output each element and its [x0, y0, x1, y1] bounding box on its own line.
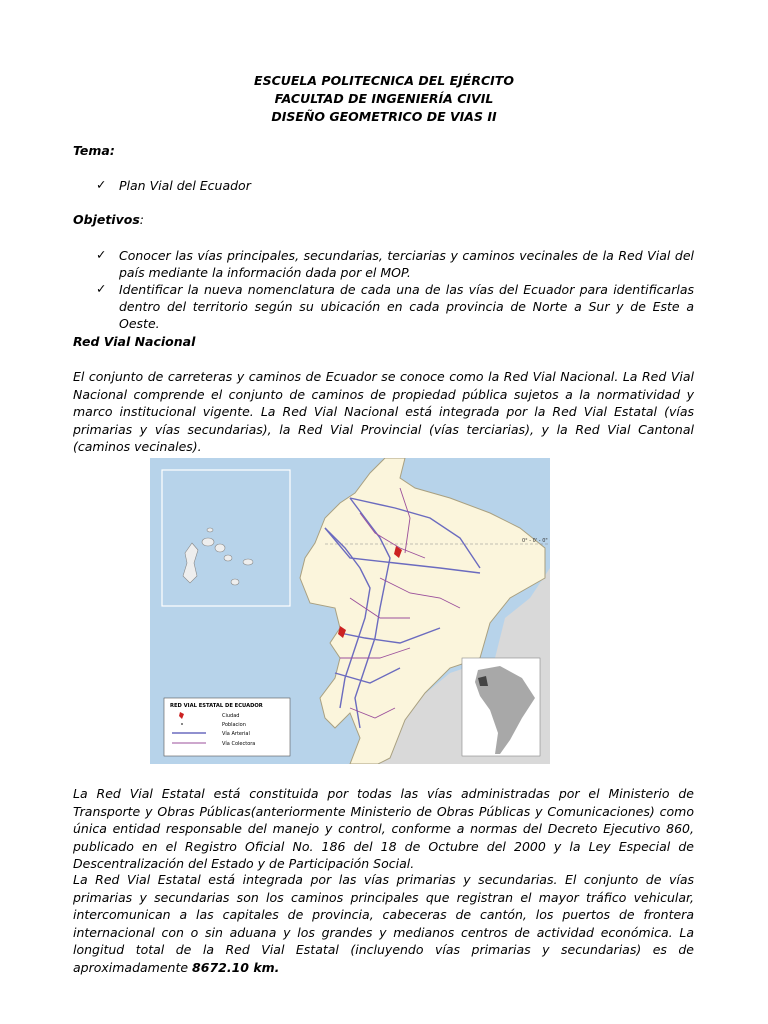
paragraph-red-vial-estatal: La Red Vial Estatal está constituida por todas las vías administradas por el Ministerio de Transporte y Obras Públicas(anteriormente Ministerio de Obras Públicas y Comunicaciones) como única entidad responsable del manejo y control, conforme a normas del Decreto Ejecutivo 860, publicado en el Registro Oficial No. 186 del 18 de Octubre del 2000 y la Ley Especial de Descentralización del Estado y de Participación Social.: [73, 786, 694, 871]
legend-item-colectora: Vía Colectora: [222, 741, 256, 747]
paragraph-longitud-text: La Red Vial Estatal está integrada por las vías primarias y secundarias. El conjunto de vías primarias y secundarias son los caminos principales que registran el mayor tráfico vehicular, intercomunican a las capitales de provincia, cabeceras de cantón, los puertos de frontera internacional con o sin aduana y los grandes y medianos centros de actividad económica. La longitud total de la Red Vial Estatal (incluyendo vías primarias y secundarias) es de aproximadamente: [73, 872, 694, 975]
check-icon: ✓: [96, 247, 107, 262]
legend-item-ciudad: Ciudad: [222, 713, 240, 719]
legend-item-arterial: Vía Arterial: [222, 731, 250, 737]
check-icon: ✓: [96, 281, 107, 296]
objetivos-heading: [73, 212, 144, 227]
header-institution: ESCUELA POLITECNICA DEL EJÉRCITO: [254, 73, 514, 88]
population-legend-icon: [181, 723, 183, 725]
header-faculty: FACULTAD DE INGENIERÍA CIVIL: [274, 91, 494, 106]
ecuador-road-map: [150, 458, 550, 764]
header-course: DISEÑO GEOMETRICO DE VIAS II: [271, 109, 497, 124]
tema-heading: Tema:: [73, 143, 115, 158]
check-icon: ✓: [96, 177, 107, 192]
paragraph-longitud: [73, 871, 694, 976]
objetivos-colon: :: [139, 212, 144, 227]
objetivo-item-1: Conocer las vías principales, secundarias, terciarias y caminos vecinales de la Red Vial del país mediante la información dada por el MOP.: [119, 248, 694, 280]
equator-label: 0° - 0' - 0": [522, 538, 548, 544]
objetivos-label: Objetivos: [73, 212, 140, 227]
legend-item-poblacion: Poblacion: [222, 722, 246, 728]
legend-title: RED VIAL ESTATAL DE ECUADOR: [170, 703, 263, 709]
tema-item: Plan Vial del Ecuador: [119, 178, 251, 193]
objetivo-item-2: Identificar la nueva nomenclatura de cada una de las vías del Ecuador para identificarlas dentro del territorio según su ubicación en cada provincia de Norte a Sur y de Este a Oeste.: [119, 282, 694, 331]
section-heading: Red Vial Nacional: [73, 334, 196, 349]
paragraph-red-vial-nacional: El conjunto de carreteras y caminos de Ecuador se conoce como la Red Vial Nacional. La Red Vial Nacional comprende el conjunto de caminos de propiedad pública sujetos a la normatividad y marco institucional vigente. La Red Vial Nacional está integrada por la Red Vial Estatal (vías primarias y vías secundarias), la Red Vial Provincial (vías terciarias), y la Red Vial Cantonal (caminos vecinales).: [73, 369, 694, 454]
total-length-value: 8672.10 km.: [192, 959, 280, 975]
